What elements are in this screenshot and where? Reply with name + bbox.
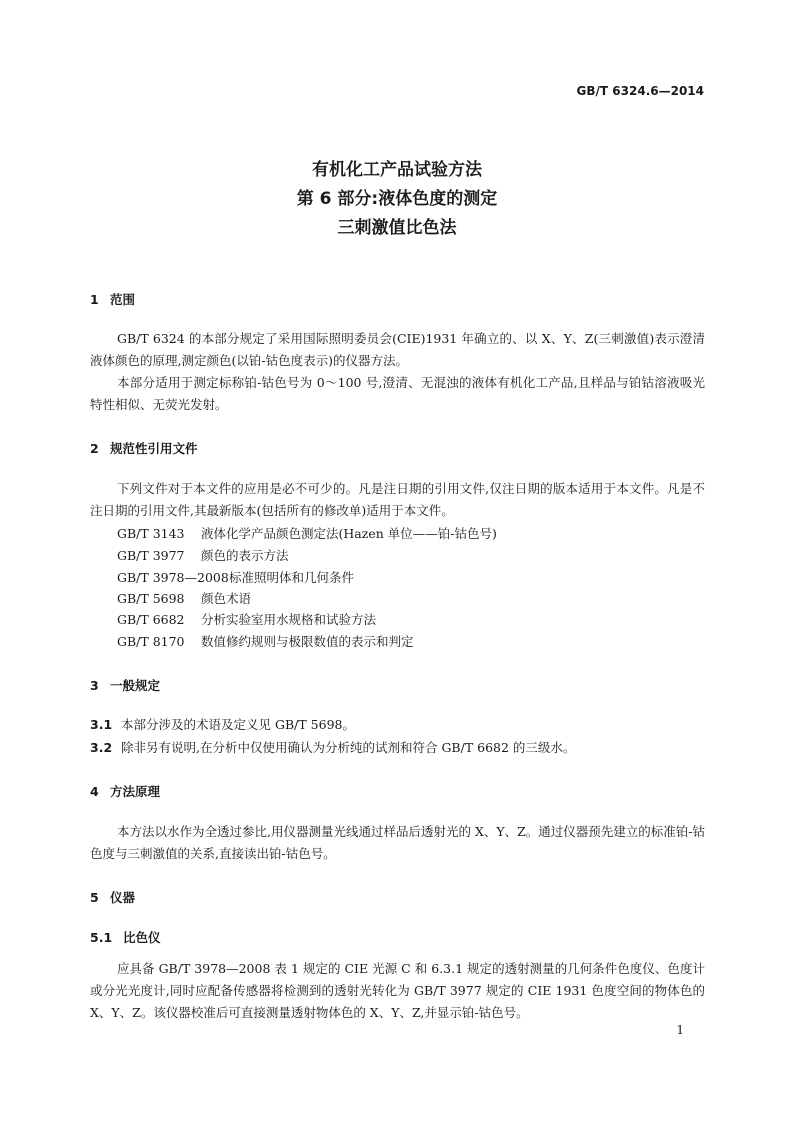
reference-item bbox=[117, 546, 289, 564]
reference-item bbox=[117, 524, 497, 542]
reference-title: 数值修约规则与极限数值的表示和判定 bbox=[201, 634, 414, 649]
reference-title: 分析实验室用水规格和试验方法 bbox=[201, 612, 377, 627]
section-number: 2 bbox=[90, 441, 99, 456]
clause-3-1 bbox=[90, 715, 355, 733]
reference-title: 标准照明体和几何条件 bbox=[229, 570, 355, 585]
reference-code: GB/T 6682 bbox=[117, 612, 185, 627]
section-number: 4 bbox=[90, 784, 99, 799]
reference-item bbox=[117, 568, 354, 586]
reference-code: GB/T 3143 bbox=[117, 526, 185, 541]
section-5-1-paragraph-1: 应具备 GB/T 3978—2008 表 1 规定的 CIE 光源 C 和 6.3.1 规定的透射测量的几何条件色度仪、色度计或分光光度计,同时应配备传感器将检测到的透射光转化为 GB/T 3977 规定的 CIE 1931 色度空间的物体色的 X、Y、Z。该仪器校准后可直接测量透射物体色的 X、Y、Z,并显示铂-钴色号。 bbox=[90, 961, 705, 1020]
section-4-paragraph-1: 本方法以水作为全透过参比,用仪器测量光线通过样品后透射光的 X、Y、Z。通过仪器预先建立的标准铂-钴色度与三刺激值的关系,直接读出铂-钴色号。 bbox=[90, 824, 706, 861]
clause-number: 3.2 bbox=[90, 740, 113, 755]
document-title bbox=[0, 156, 794, 243]
section-number: 1 bbox=[90, 292, 99, 307]
title-line-3: 三刺激值比色法 bbox=[337, 218, 457, 238]
section-4-heading bbox=[90, 782, 160, 800]
reference-title: 液体化学产品颜色测定法(Hazen 单位——铂-钴色号) bbox=[201, 526, 497, 541]
section-1-paragraph-1: GB/T 6324 的本部分规定了采用国际照明委员会(CIE)1931 年确立的、以 X、Y、Z(三刺激值)表示澄清液体颜色的原理,测定颜色(以铂-钴色度表示)的仪器方法。 bbox=[90, 331, 705, 368]
standard-code: GB/T 6324.6—2014 bbox=[576, 84, 704, 98]
section-1-heading bbox=[90, 290, 135, 308]
reference-item bbox=[117, 589, 251, 607]
reference-title: 颜色术语 bbox=[201, 591, 252, 606]
section-title: 一般规定 bbox=[110, 678, 161, 693]
clause-3-2 bbox=[90, 738, 575, 756]
reference-title: 颜色的表示方法 bbox=[201, 548, 289, 563]
subsection-number: 5.1 bbox=[90, 930, 113, 945]
section-title: 仪器 bbox=[110, 890, 136, 905]
page-number: 1 bbox=[676, 1023, 684, 1037]
section-number: 3 bbox=[90, 678, 99, 693]
reference-code: GB/T 3978—2008 bbox=[117, 570, 229, 585]
section-5-heading bbox=[90, 888, 135, 906]
subsection-title: 比色仪 bbox=[123, 930, 161, 945]
section-2-paragraph-1: 下列文件对于本文件的应用是必不可少的。凡是注日期的引用文件,仅注日期的版本适用于本文件。凡是不注日期的引用文件,其最新版本(包括所有的修改单)适用于本文件。 bbox=[90, 481, 705, 518]
reference-code: GB/T 5698 bbox=[117, 591, 185, 606]
title-line-2: 第 6 部分:液体色度的测定 bbox=[296, 189, 498, 209]
reference-item bbox=[117, 610, 376, 628]
title-line-1: 有机化工产品试验方法 bbox=[312, 160, 482, 180]
clause-text: 除非另有说明,在分析中仅使用确认为分析纯的试剂和符合 GB/T 6682 的三级水。 bbox=[121, 740, 576, 755]
section-3-heading bbox=[90, 676, 160, 694]
clause-text: 本部分涉及的术语及定义见 GB/T 5698。 bbox=[121, 717, 355, 732]
reference-item bbox=[117, 632, 414, 650]
section-number: 5 bbox=[90, 890, 99, 905]
section-1-paragraph-2: 本部分适用于测定标称铂-钴色号为 0～100 号,澄清、无混浊的液体有机化工产品,且样品与铂钴溶液吸光特性相似、无荧光发射。 bbox=[90, 375, 705, 412]
section-title: 范围 bbox=[110, 292, 136, 307]
reference-code: GB/T 8170 bbox=[117, 634, 185, 649]
section-title: 方法原理 bbox=[110, 784, 161, 799]
subsection-5-1-heading bbox=[90, 928, 161, 946]
reference-code: GB/T 3977 bbox=[117, 548, 185, 563]
section-2-heading bbox=[90, 439, 198, 457]
clause-number: 3.1 bbox=[90, 717, 113, 732]
section-title: 规范性引用文件 bbox=[110, 441, 198, 456]
